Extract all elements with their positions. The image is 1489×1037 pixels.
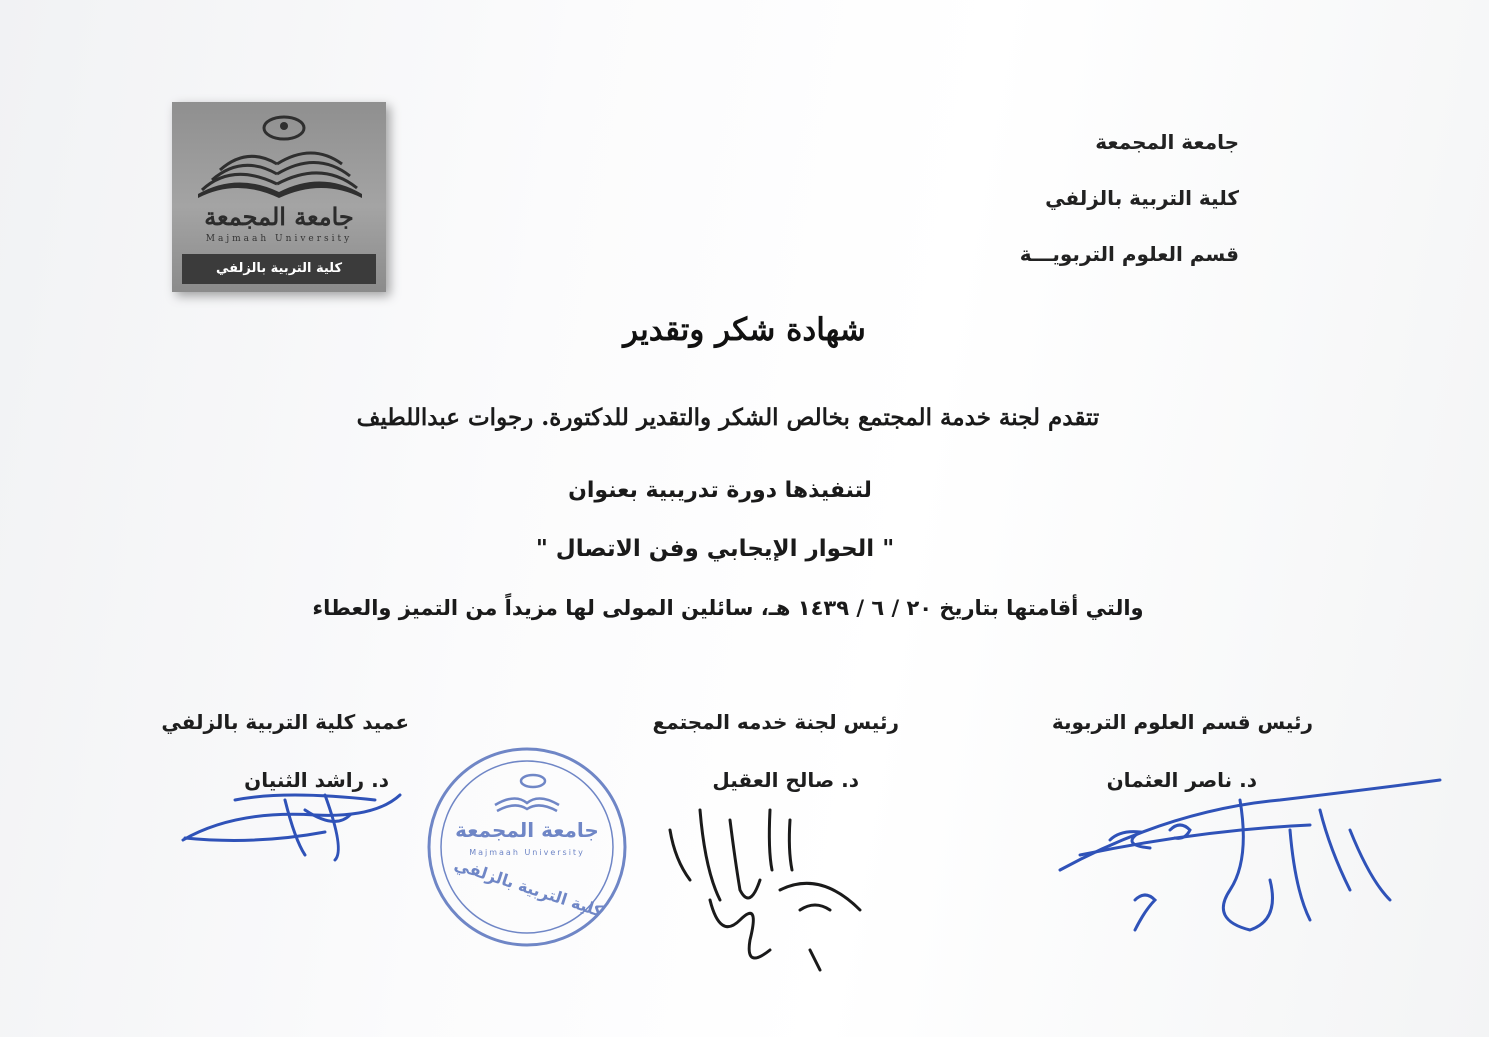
department-name: قسم العلوم التربويـــة (1019, 242, 1239, 266)
signature-committee-head (660, 800, 890, 980)
stamp-english-text: Majmaah University (469, 848, 585, 857)
course-intro-line: لتنفيذها دورة تدريبية بعنوان (568, 478, 872, 503)
college-name: كلية التربية بالزلفي (1045, 186, 1239, 210)
certificate-title: شهادة شكر وتقدير (623, 312, 866, 348)
signature-name-committee-head: د. صالح العقيل (712, 768, 859, 792)
university-name: جامعة المجمعة (1095, 130, 1239, 154)
signature-dept-head (1050, 770, 1460, 940)
book-emblem-icon (172, 102, 386, 202)
logo-arabic-text: جامعة المجمعة (204, 202, 354, 231)
official-stamp (425, 745, 630, 950)
signature-title-dept-head: رئيس قسم العلوم التربوية (1051, 710, 1313, 734)
course-title: " الحوار الإيجابي وفن الاتصال " (535, 536, 895, 562)
university-logo (172, 102, 386, 292)
signature-dean (175, 770, 415, 870)
logo-english-text: Majmaah University (205, 234, 353, 244)
stamp-arabic-text: جامعة المجمعة (455, 818, 599, 842)
signature-name-dean: د. راشد الثنيان (244, 768, 389, 792)
signature-name-dept-head: د. ناصر العثمان (1106, 768, 1257, 792)
logo-college-band (182, 254, 376, 284)
logo-college-text: كلية التربية بالزلفي (215, 261, 343, 276)
signature-title-dean: عميد كلية التربية بالزلفي (161, 710, 409, 734)
stamp-college-text: كلية التربية بالزلفي (451, 854, 606, 921)
signature-title-committee-head: رئيس لجنة خدمه المجتمع (652, 710, 899, 734)
thanks-line: تتقدم لجنة خدمة المجتمع بخالص الشكر والتقدير للدكتورة. رجوات عبداللطيف (356, 404, 1100, 431)
date-line: والتي أقامتها بتاريخ ٢٠ / ٦ / ١٤٣٩ هـ، سائلين المولى لها مزيداً من التميز والعطاء (312, 596, 1144, 620)
